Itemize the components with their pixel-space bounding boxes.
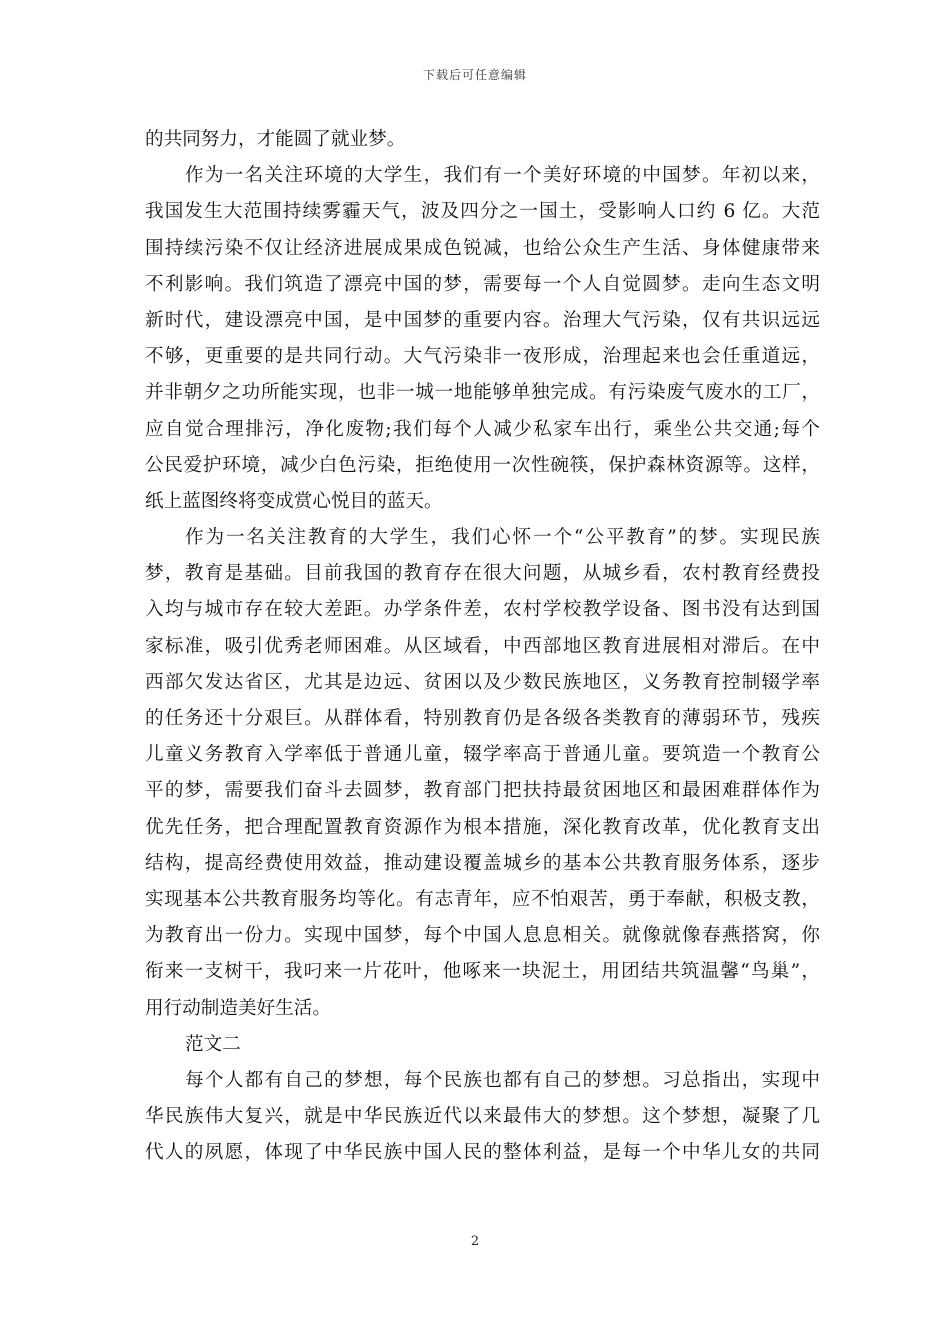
text-line: 我国发生大范围持续雾霾天气，波及四分之一国土，受影响人口约 6 亿。大范 [145, 201, 820, 223]
text-line: 公民爱护环境，减少白色污染，拒绝使用一次性碗筷，保护森林资源等。这样， [145, 454, 820, 476]
text-line: 实现基本公共教育服务均等化。有志青年，应不怕艰苦，勇于奉献，积极支教， [145, 888, 820, 910]
text-line: 衔来一支树干，我叼来一片花叶，他啄来一块泥土，用团结共筑温馨“鸟巢”， [145, 961, 820, 983]
text-line: 应自觉合理排污，净化废物;我们每个人减少私家车出行，乘坐公共交通;每个 [145, 418, 820, 440]
text-line: 每个人都有自己的梦想，每个民族也都有自己的梦想。习总指出，实现中 [185, 1069, 820, 1091]
text-line: 梦，教育是基础。目前我国的教育存在很大问题，从城乡看，农村教育经费投 [145, 563, 820, 585]
page-header: 下载后可任意编辑 [422, 68, 527, 82]
text-line: 平的梦，需要我们奋斗去圆梦，教育部门把扶持最贫困地区和最困难群体作为 [145, 780, 820, 802]
paragraph [145, 1063, 820, 1172]
text-line: 新时代，建设漂亮中国，是中国梦的重要内容。治理大气污染，仅有共识远远 [145, 309, 820, 331]
text-line: 代人的夙愿，体现了中华民族中国人民的整体利益，是每一个中华儿女的共同 [145, 1142, 820, 1164]
text-line: 结构，提高经费使用效益，推动建设覆盖城乡的基本公共教育服务体系，逐步 [145, 852, 820, 874]
text-line: 的共同努力，才能圆了就业梦。 [145, 129, 406, 150]
text-line: 入均与城市存在较大差距。办学条件差，农村学校教学设备、图书没有达到国 [145, 599, 820, 621]
text-line: 的任务还十分艰巨。从群体看，特别教育仍是各级各类教育的薄弱环节，残疾 [145, 708, 820, 729]
text-line: 不利影响。我们筑造了漂亮中国的梦，需要每一个人自觉圆梦。走向生态文明 [145, 273, 820, 295]
text-line: 围持续污染不仅让经济进展成果成色锐减，也给公众生产生活、身体健康带来 [145, 237, 820, 259]
paragraph [145, 122, 820, 158]
text-line: 作为一名关注教育的大学生，我们心怀一个“公平教育”的梦。实现民族 [185, 527, 820, 549]
text-line: 西部欠发达省区，尤其是边远、贫困以及少数民族地区，义务教育控制辍学率 [145, 671, 820, 693]
text-line: 纸上蓝图终将变成赏心悦目的蓝天。 [145, 490, 443, 512]
text-line: 家标准，吸引优秀老师困难。从区域看，中西部地区教育进展相对滞后。在中 [145, 635, 820, 657]
text-line: 用行动制造美好生活。 [145, 997, 331, 1019]
paragraph [145, 520, 820, 1027]
paragraph [145, 158, 820, 520]
text-line: 范文二 [185, 1033, 241, 1055]
paragraph [145, 1027, 820, 1063]
page-number: 2 [470, 1234, 480, 1249]
text-line: 华民族伟大复兴，就是中华民族近代以来最伟大的梦想。这个梦想，凝聚了几 [145, 1106, 820, 1128]
text-line: 优先任务，把合理配置教育资源作为根本措施，深化教育改革，优化教育支出 [145, 816, 820, 838]
text-line: 作为一名关注环境的大学生，我们有一个美好环境的中国梦。年初以来， [185, 165, 820, 187]
text-line: 并非朝夕之功所能实现，也非一城一地能够单独完成。有污染废气废水的工厂， [145, 382, 820, 404]
document-body [145, 122, 820, 1171]
text-line: 为教育出一份力。实现中国梦，每个中国人息息相关。就像就像春燕搭窝，你 [145, 925, 820, 947]
text-line: 不够，更重要的是共同行动。大气污染非一夜形成，治理起来也会任重道远， [145, 346, 820, 368]
text-line: 儿童义务教育入学率低于普通儿童，辍学率高于普通儿童。要筑造一个教育公 [145, 744, 820, 766]
